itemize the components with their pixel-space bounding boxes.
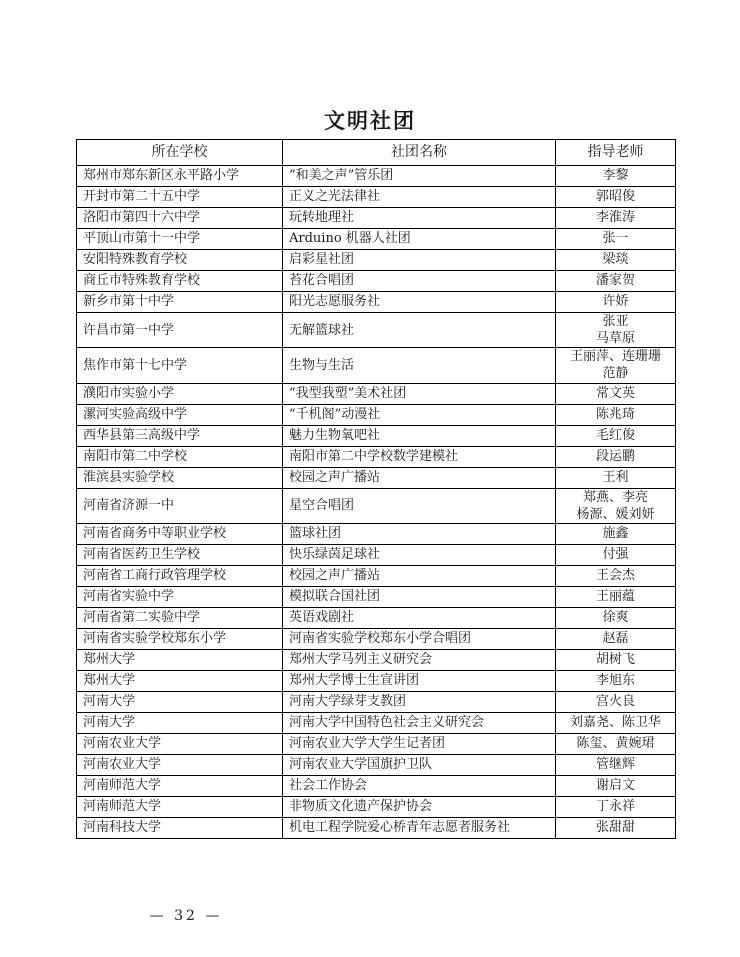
table-row: [77, 523, 676, 544]
table-row: [77, 607, 676, 628]
cell-school: 郑州大学: [77, 670, 283, 691]
table-row: [77, 383, 676, 404]
table-row: [77, 733, 676, 754]
cell-school: 河南大学: [77, 712, 283, 733]
cell-club: 郑州大学马列主义研究会: [283, 649, 556, 670]
table-row: [77, 817, 676, 838]
teacher-name-line: 杨源、媛刘妍: [576, 506, 655, 522]
cell-teacher: 王会杰: [556, 565, 676, 586]
cell-school: 开封市第二十五中学: [77, 187, 283, 208]
cell-club: 校园之声广播站: [283, 467, 556, 488]
table-row: [77, 166, 676, 187]
cell-club: “千机阁”动漫社: [283, 404, 556, 425]
table-row: [77, 348, 676, 383]
cell-teacher: 刘嘉尧、陈卫华: [556, 712, 676, 733]
cell-school: 河南省实验学校郑东小学: [77, 628, 283, 649]
cell-teacher: 毛红俊: [556, 425, 676, 446]
cell-school: 河南省医药卫生学校: [77, 544, 283, 565]
cell-teacher: 施鑫: [556, 523, 676, 544]
cell-school: 南阳市第二中学校: [77, 446, 283, 467]
teacher-name-line: 范静: [602, 366, 629, 382]
table-row: [77, 229, 676, 250]
cell-school: 河南省济源一中: [77, 488, 283, 523]
cell-school: 河南省实验中学: [77, 586, 283, 607]
table-row: [77, 292, 676, 313]
club-table-container: [76, 139, 675, 839]
cell-club: 南阳市第二中学校数学建模社: [283, 446, 556, 467]
cell-school: 平顶山市第十一中学: [77, 229, 283, 250]
column-header-school: 所在学校: [77, 140, 283, 166]
cell-club: 玩转地理社: [283, 208, 556, 229]
cell-school: 河南农业大学: [77, 754, 283, 775]
cell-teacher: [556, 348, 676, 383]
cell-club: 篮球社团: [283, 523, 556, 544]
table-row: [77, 628, 676, 649]
cell-club: 英语戏剧社: [283, 607, 556, 628]
table-row: [77, 404, 676, 425]
column-header-club: 社团名称: [283, 140, 556, 166]
cell-school: 河南省工商行政管理学校: [77, 565, 283, 586]
cell-club: 正义之光法律社: [283, 187, 556, 208]
cell-club: 模拟联合国社团: [283, 586, 556, 607]
cell-club: 社会工作协会: [283, 775, 556, 796]
club-table: [76, 139, 676, 839]
table-row: [77, 712, 676, 733]
table-row: [77, 691, 676, 712]
cell-club: 河南农业大学大学生记者团: [283, 733, 556, 754]
cell-school: 河南农业大学: [77, 733, 283, 754]
table-row: [77, 467, 676, 488]
cell-school: 淮滨县实验学校: [77, 467, 283, 488]
cell-school: 焦作市第十七中学: [77, 348, 283, 383]
cell-school: 郑州大学: [77, 649, 283, 670]
cell-club: 校园之声广播站: [283, 565, 556, 586]
cell-school: 西华县第三高级中学: [77, 425, 283, 446]
cell-school: 新乡市第十中学: [77, 292, 283, 313]
cell-club: 河南大学中国特色社会主义研究会: [283, 712, 556, 733]
teacher-name-line: 王丽萍、连珊珊: [569, 349, 661, 365]
cell-school: 洛阳市第四十六中学: [77, 208, 283, 229]
cell-teacher: 陈兆琦: [556, 404, 676, 425]
cell-school: 郑州市郑东新区永平路小学: [77, 166, 283, 187]
cell-school: 河南师范大学: [77, 796, 283, 817]
table-row: [77, 670, 676, 691]
cell-club: 生物与生活: [283, 348, 556, 383]
cell-school: 河南科技大学: [77, 817, 283, 838]
cell-teacher: 付强: [556, 544, 676, 565]
cell-school: 安阳特殊教育学校: [77, 250, 283, 271]
cell-school: 河南大学: [77, 691, 283, 712]
cell-teacher: 潘家贺: [556, 271, 676, 292]
column-header-teacher: 指导老师: [556, 140, 676, 166]
cell-club: 阳光志愿服务社: [283, 292, 556, 313]
cell-teacher: 许娇: [556, 292, 676, 313]
table-body: [77, 166, 676, 839]
teacher-name-line: 张亚: [602, 314, 629, 329]
cell-club: 河南省实验学校郑东小学合唱团: [283, 628, 556, 649]
table-row: [77, 544, 676, 565]
table-row: [77, 425, 676, 446]
table-row: [77, 208, 676, 229]
cell-teacher: 管继辉: [556, 754, 676, 775]
cell-club: “我型我塑”美术社团: [283, 383, 556, 404]
cell-club: 无解篮球社: [283, 313, 556, 348]
page-title: 文明社团: [324, 109, 416, 133]
cell-school: 濮阳市实验小学: [77, 383, 283, 404]
teacher-name-line: 郑燕、李亮: [582, 489, 648, 505]
cell-club: 非物质文化遗产保护协会: [283, 796, 556, 817]
cell-teacher: 常文英: [556, 383, 676, 404]
table-row: [77, 586, 676, 607]
table-header: [77, 140, 676, 166]
cell-teacher: 胡树飞: [556, 649, 676, 670]
cell-school: 许昌市第一中学: [77, 313, 283, 348]
cell-teacher: 赵磊: [556, 628, 676, 649]
cell-teacher: 张一: [556, 229, 676, 250]
cell-teacher: 段运鹏: [556, 446, 676, 467]
cell-club: “和美之声”管乐团: [283, 166, 556, 187]
table-row: [77, 187, 676, 208]
cell-teacher: 丁永祥: [556, 796, 676, 817]
cell-teacher: 李黎: [556, 166, 676, 187]
table-row: [77, 796, 676, 817]
cell-club: 启彩星社团: [283, 250, 556, 271]
cell-school: 河南省商务中等职业学校: [77, 523, 283, 544]
cell-teacher: 梁琰: [556, 250, 676, 271]
cell-teacher: 郭昭俊: [556, 187, 676, 208]
cell-club: 苔花合唱团: [283, 271, 556, 292]
cell-school: 商丘市特殊教育学校: [77, 271, 283, 292]
cell-teacher: [556, 488, 676, 523]
cell-club: 河南大学绿芽支教团: [283, 691, 556, 712]
cell-teacher: 徐爽: [556, 607, 676, 628]
cell-club: 机电工程学院爱心桥青年志愿者服务社: [283, 817, 556, 838]
table-row: [77, 446, 676, 467]
table-row: [77, 649, 676, 670]
cell-teacher: 李旭东: [556, 670, 676, 691]
cell-teacher: 王丽蕴: [556, 586, 676, 607]
cell-teacher: 李淮涛: [556, 208, 676, 229]
cell-teacher: 王利: [556, 467, 676, 488]
cell-school: 河南省第二实验中学: [77, 607, 283, 628]
table-row: [77, 313, 676, 348]
table-row: [77, 271, 676, 292]
cell-club: 河南农业大学国旗护卫队: [283, 754, 556, 775]
table-row: [77, 754, 676, 775]
cell-teacher: [556, 313, 676, 348]
table-row: [77, 250, 676, 271]
table-header-row: [77, 140, 676, 166]
table-row: [77, 775, 676, 796]
cell-club: 快乐绿茵足球社: [283, 544, 556, 565]
cell-teacher: 张甜甜: [556, 817, 676, 838]
cell-teacher: 宫火良: [556, 691, 676, 712]
cell-club: 郑州大学博士生宣讲团: [283, 670, 556, 691]
cell-school: 漯河实验高级中学: [77, 404, 283, 425]
table-row: [77, 488, 676, 523]
table-row: [77, 565, 676, 586]
teacher-name-line: 马草原: [595, 331, 635, 347]
cell-club: Arduino 机器人社团: [283, 229, 556, 250]
cell-teacher: 谢启文: [556, 775, 676, 796]
cell-teacher: 陈玺、黄婉珺: [556, 733, 676, 754]
page-number: — 32 —: [149, 908, 223, 924]
cell-school: 河南师范大学: [77, 775, 283, 796]
cell-club: 魅力生物氧吧社: [283, 425, 556, 446]
cell-club: 星空合唱团: [283, 488, 556, 523]
